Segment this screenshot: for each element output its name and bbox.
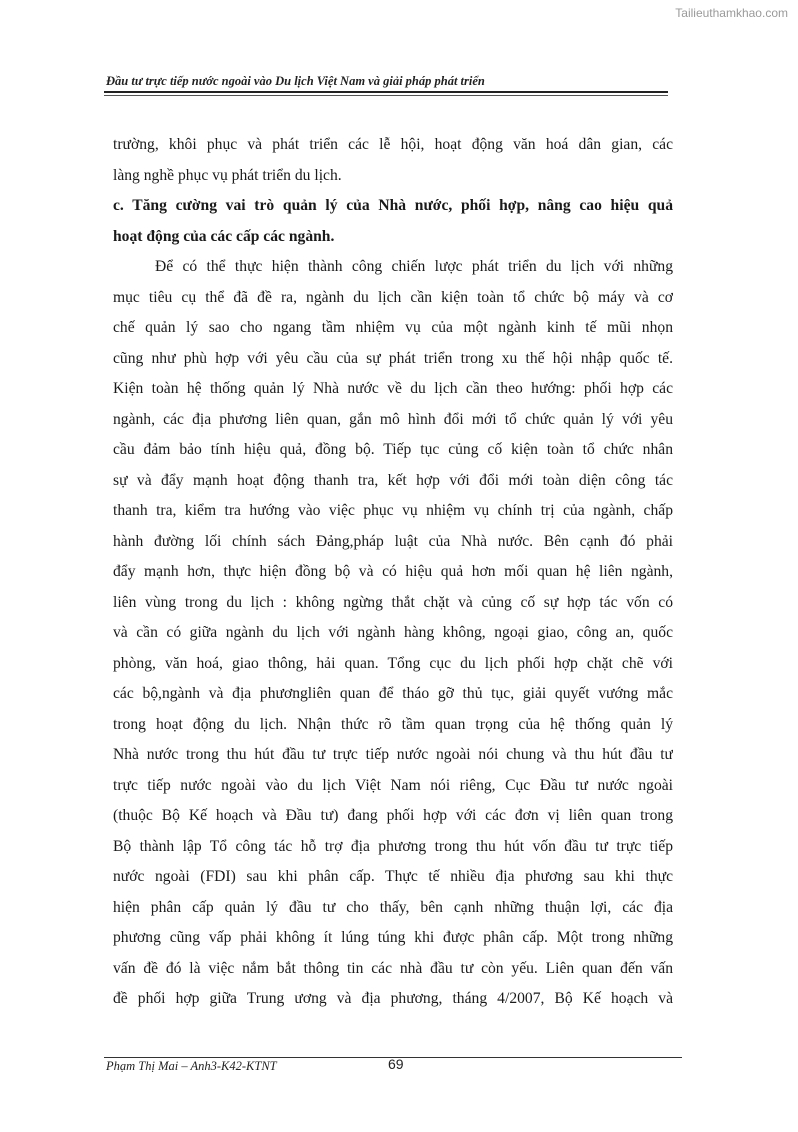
text-line: trường, khôi phục và phát triển các lễ hội, hoạt động văn hoá dân gian, các [113, 136, 673, 153]
text-line: trong hoạt động du lịch. Nhận thức rõ tầm quan trọng của hệ thống quản lý [113, 715, 673, 733]
text-line: thanh tra, kiểm tra hướng vào việc phục vụ nhiệm vụ chính trị của ngành, chấp [113, 502, 673, 519]
header-divider [104, 91, 668, 93]
page-number: 69 [388, 1056, 404, 1072]
footer-author: Phạm Thị Mai – Anh3-K42-KTNT [106, 1059, 277, 1073]
text-line: sự và đẩy mạnh hoạt động thanh tra, kết hợp với đổi mới toàn diện công tác [113, 471, 673, 489]
text-line: mục tiêu cụ thể đã đề ra, ngành du lịch cần kiện toàn tổ chức bộ máy và cơ [113, 288, 673, 306]
text-line: nước ngoài (FDI) sau khi phân cấp. Thực tế nhiều địa phương sau khi thực [113, 868, 673, 885]
text-line: Để có thể thực hiện thành công chiến lược phát triển du lịch với những [155, 258, 673, 275]
section-heading: c. Tăng cường vai trò quản lý của Nhà nước, phối hợp, nâng cao hiệu quả [113, 197, 673, 214]
text-line: ngành, các địa phương liên quan, gắn mô hình đổi mới tổ chức quản lý với yêu [113, 410, 673, 428]
text-line: Nhà nước trong thu hút đầu tư trực tiếp nước ngoài nói chung và thu hút đầu tư [113, 746, 673, 763]
text-line: các bộ,ngành và địa phươngliên quan để tháo gỡ thủ tục, giải quyết vướng mắc [113, 685, 673, 702]
text-line: vấn đề đó là việc nắm bắt thông tin các nhà đầu tư còn yếu. Liên quan đến vấn [113, 959, 673, 977]
text-line: (thuộc Bộ Kế hoạch và Đầu tư) đang phối hợp với các đơn vị liên quan trong [113, 807, 673, 824]
running-header: Đầu tư trực tiếp nước ngoài vào Du lịch Việt Nam và giải pháp phát triển [106, 74, 485, 88]
text-line: hành đường lối chính sách Đảng,pháp luật của Nhà nước. Bên cạnh đó phải [113, 532, 673, 550]
text-line: cầu đảm bảo tính hiệu quả, đồng bộ. Tiếp tục củng cố kiện toàn tổ chức nhân [113, 441, 673, 458]
section-heading: hoạt động của các cấp các ngành. [113, 227, 335, 245]
text-line: trực tiếp nước ngoài vào du lịch Việt Nam nói riêng, Cục Đầu tư nước ngoài [113, 776, 673, 794]
text-line: làng nghề phục vụ phát triển du lịch. [113, 166, 342, 184]
text-line: Kiện toàn hệ thống quản lý Nhà nước về du lịch cần theo hướng: phối hợp các [113, 380, 673, 397]
text-line: phương cũng vấp phải không ít lúng túng khi được phân cấp. Một trong những [113, 929, 673, 946]
text-line: chế quản lý sao cho ngang tầm nhiệm vụ của một ngành kinh tế mũi nhọn [113, 319, 673, 336]
text-line: đẩy mạnh hơn, thực hiện đồng bộ và có hiệu quả hơn mối quan hệ liên ngành, [113, 563, 673, 580]
text-line: liên vùng trong du lịch : không ngừng thắt chặt và củng cố sự hợp tác vốn có [113, 593, 673, 611]
text-line: hiện phân cấp quản lý đầu tư cho thấy, bên cạnh những thuận lợi, các địa [113, 898, 673, 916]
text-line: Bộ thành lập Tổ công tác hỗ trợ địa phương trong thu hút vốn đầu tư trực tiếp [113, 837, 673, 855]
watermark: Tailieuthamkhao.com [675, 6, 788, 20]
text-line: phòng, văn hoá, giao thông, hải quan. Tổng cục du lịch phối hợp chặt chẽ với [113, 654, 673, 672]
text-line: và cần có giữa ngành du lịch với ngành hàng không, ngoại giao, công an, quốc [113, 624, 673, 641]
text-line: đề phối hợp giữa Trung ương và địa phương, tháng 4/2007, Bộ Kế hoạch và [113, 990, 673, 1007]
document-body [113, 130, 673, 1015]
header-divider-thin [104, 95, 668, 96]
text-line: cũng như phù hợp với yêu cầu của sự phát triển trong xu thế hội nhập quốc tế. [113, 349, 673, 367]
